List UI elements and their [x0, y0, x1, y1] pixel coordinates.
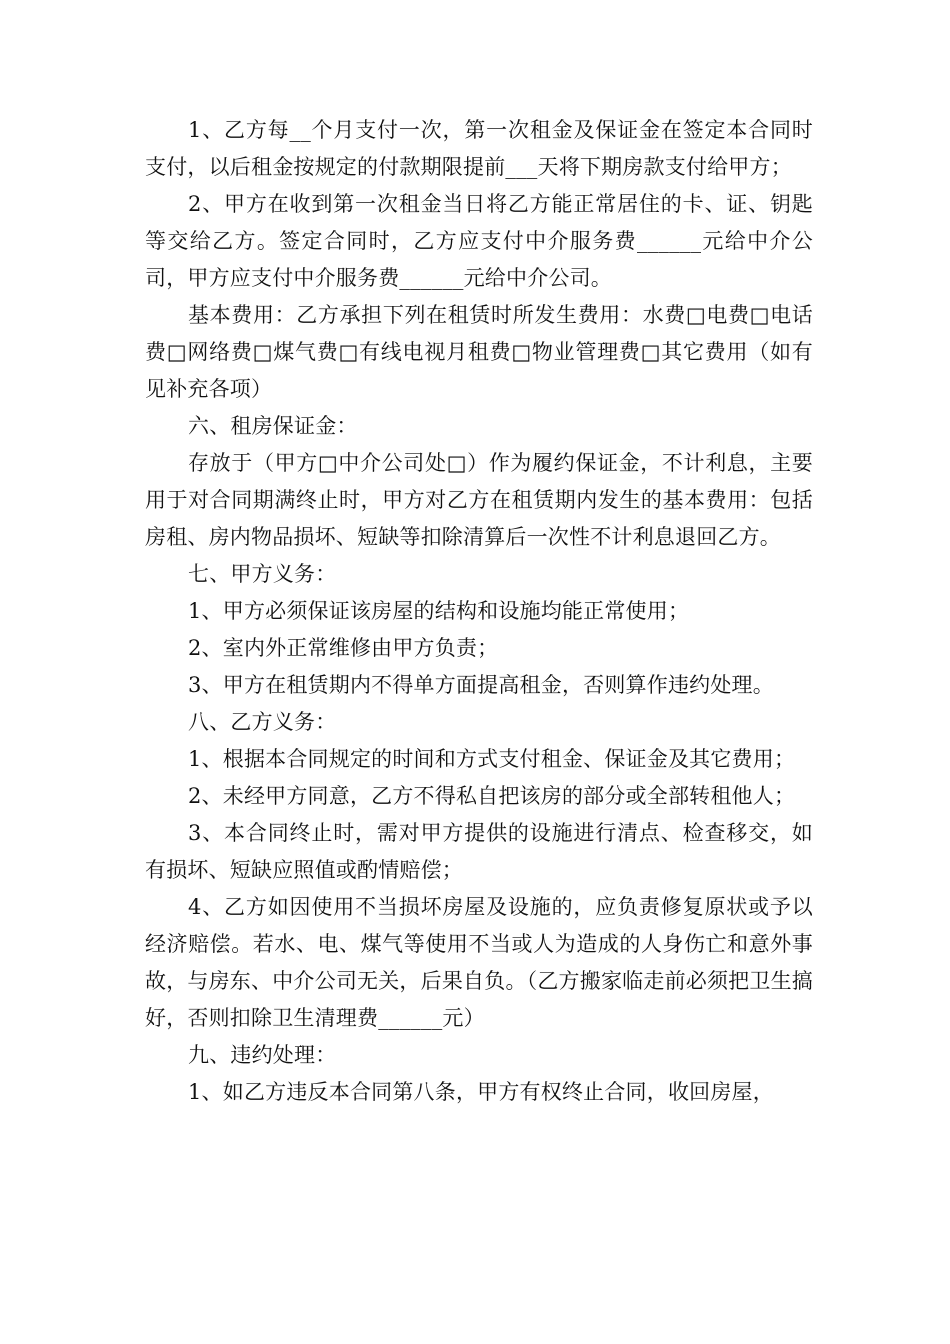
basic-fees-paragraph: 基本费用：乙方承担下列在租赁时所发生费用：水费□电费□电话费□网络费□煤气费□有线电视月租费□物业管理费□其它费用（如有见补充各项） [145, 303, 813, 401]
section-nine-heading: 九、违约处理： [188, 1043, 337, 1067]
deposit-paragraph: 存放于（甲方□中介公司处□）作为履约保证金，不计利息，主要用于对合同期满终止时，甲方对乙方在租赁期内发生的基本费用：包括房租、房内物品损坏、短缺等扣除清算后一次性不计利息退回乙方。 [145, 451, 813, 549]
breach-clause-1: 1、如乙方违反本合同第八条，甲方有权终止合同，收回房屋， [188, 1080, 774, 1104]
section-eight-heading: 八、乙方义务： [188, 710, 337, 734]
landlord-duty-3: 3、甲方在租赁期内不得单方面提高租金，否则算作违约处理。 [188, 673, 774, 697]
tenant-duty-2: 2、未经甲方同意，乙方不得私自把该房的部分或全部转租他人； [188, 784, 796, 808]
handover-fee-paragraph: 2、甲方在收到第一次租金当日将乙方能正常居住的卡、证、钥匙等交给乙方。签定合同时，乙方应支付中介服务费______元给中介公司，甲方应支付中介服务费______元给中介公司。 [145, 192, 813, 290]
landlord-duty-2: 2、室内外正常维修由甲方负责； [188, 636, 499, 660]
landlord-duty-1: 1、甲方必须保证该房屋的结构和设施均能正常使用； [188, 599, 690, 623]
payment-terms-paragraph: 1、乙方每__个月支付一次，第一次租金及保证金在签定本合同时支付，以后租金按规定的付款期限提前___天将下期房款支付给甲方； [145, 118, 813, 179]
tenant-duty-4: 4、乙方如因使用不当损坏房屋及设施的，应负责修复原状或予以经济赔偿。若水、电、煤气等使用不当或人为造成的人身伤亡和意外事故，与房东、中介公司无关，后果自负。（乙方搬家临走前必须把卫生搞好，否则扣除卫生清理费______元） [145, 895, 813, 1030]
document-page [145, 112, 813, 1111]
tenant-duty-1: 1、根据本合同规定的时间和方式支付租金、保证金及其它费用； [188, 747, 796, 771]
section-six-heading: 六、租房保证金： [188, 414, 358, 438]
tenant-duty-3: 3、本合同终止时，需对甲方提供的设施进行清点、检查移交，如有损坏、短缺应照值或酌情赔偿； [145, 821, 813, 882]
section-seven-heading: 七、甲方义务： [188, 562, 337, 586]
